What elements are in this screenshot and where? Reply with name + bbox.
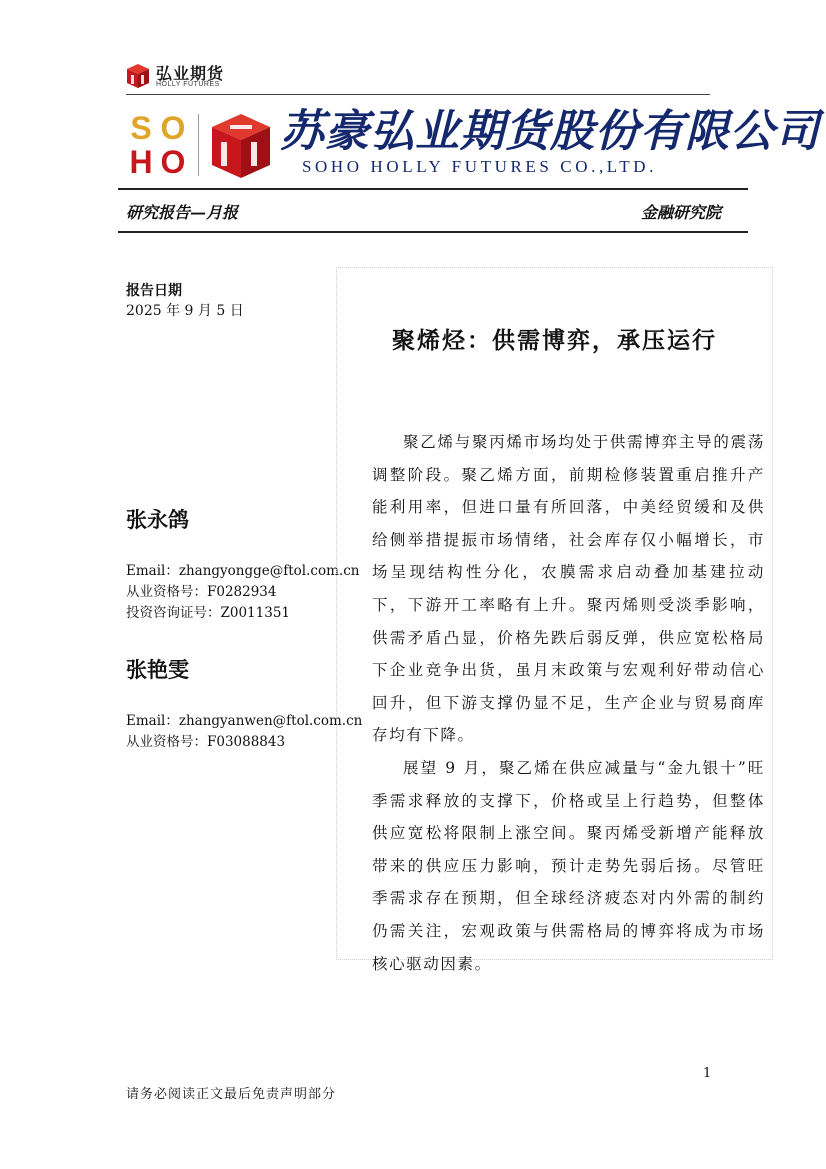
holly-cube-icon bbox=[210, 112, 272, 180]
header-rule-bottom bbox=[118, 231, 748, 233]
soho-logo bbox=[126, 112, 190, 180]
header-divider bbox=[126, 94, 710, 95]
company-banner bbox=[126, 106, 820, 184]
analyst-email: Email：zhangyongge@ftol.com.cn bbox=[126, 563, 360, 579]
report-type: 研究报告—月报 bbox=[126, 203, 239, 222]
soho-letter: O bbox=[160, 110, 186, 146]
analyst-info bbox=[126, 711, 362, 753]
summary-paragraph: 展望 9 月，聚乙烯在供应减量与“金九银十”旺季需求释放的支撑下，价格或呈上行趋势，但整体供应宽松将限制上涨空间。聚丙烯受新增产能释放带来的供应压力影响，预计走势先弱后扬。尽管旺季需求存在预期，但全球经济疲态对内外需的制约仍需关注，宏观政策与供需格局的博弈将成为市场核心驱动因素。 bbox=[372, 758, 765, 973]
analyst-consult-license: 投资咨询证号：Z0011351 bbox=[126, 605, 291, 621]
company-name-english: SOHO HOLLY FUTURES CO.,LTD. bbox=[302, 157, 657, 176]
analyst-name: 张永鸽 bbox=[126, 507, 189, 532]
company-name-chinese: 苏豪弘业期货股份有限公司 bbox=[280, 106, 820, 157]
analyst-name: 张艳雯 bbox=[126, 657, 189, 682]
institute-name: 金融研究院 bbox=[641, 203, 722, 222]
analyst-info bbox=[126, 561, 359, 624]
soho-letter: H bbox=[129, 144, 153, 180]
analyst-license: 从业资格号：F0282934 bbox=[126, 584, 277, 600]
page-number: 1 bbox=[703, 1066, 712, 1081]
soho-letter: O bbox=[160, 144, 186, 180]
small-logo-name: 弘业期货 bbox=[156, 64, 225, 83]
logo-cube-icon bbox=[126, 63, 150, 89]
soho-letter: S bbox=[130, 110, 152, 146]
report-title: 聚烯烃：供需博弈，承压运行 bbox=[392, 327, 717, 354]
report-date: 2025 年 9 月 5 日 bbox=[126, 303, 244, 319]
report-date-label: 报告日期 bbox=[126, 283, 182, 299]
header-rule-top bbox=[118, 188, 748, 190]
analyst-email: Email：zhangyanwen@ftol.com.cn bbox=[126, 713, 363, 729]
disclaimer-note: 请务必阅读正文最后免责声明部分 bbox=[126, 1087, 337, 1102]
summary-paragraph: 聚乙烯与聚丙烯市场均处于供需博弈主导的震荡调整阶段。聚乙烯方面，前期检修装置重启推升产能利用率，但进口量有所回落，中美经贸缓和及供给侧举措提振市场情绪，社会库存仅小幅增长，市场呈现结构性分化，农膜需求启动叠加基建拉动下，下游开工率略有上升。聚丙烯则受淡季影响，供需矛盾凸显，价格先跌后弱反弹，供应宽松格局下企业竞争出货，虽月末政策与宏观利好带动信心回升，但下游支撑仍显不足，生产企业与贸易商库存均有下降。 bbox=[372, 433, 765, 745]
analyst-license: 从业资格号：F03088843 bbox=[126, 734, 286, 750]
small-logo-english: HOLLY FUTURES bbox=[156, 81, 220, 88]
banner-separator bbox=[198, 114, 199, 176]
report-summary bbox=[372, 426, 765, 980]
small-company-logo bbox=[126, 60, 236, 92]
